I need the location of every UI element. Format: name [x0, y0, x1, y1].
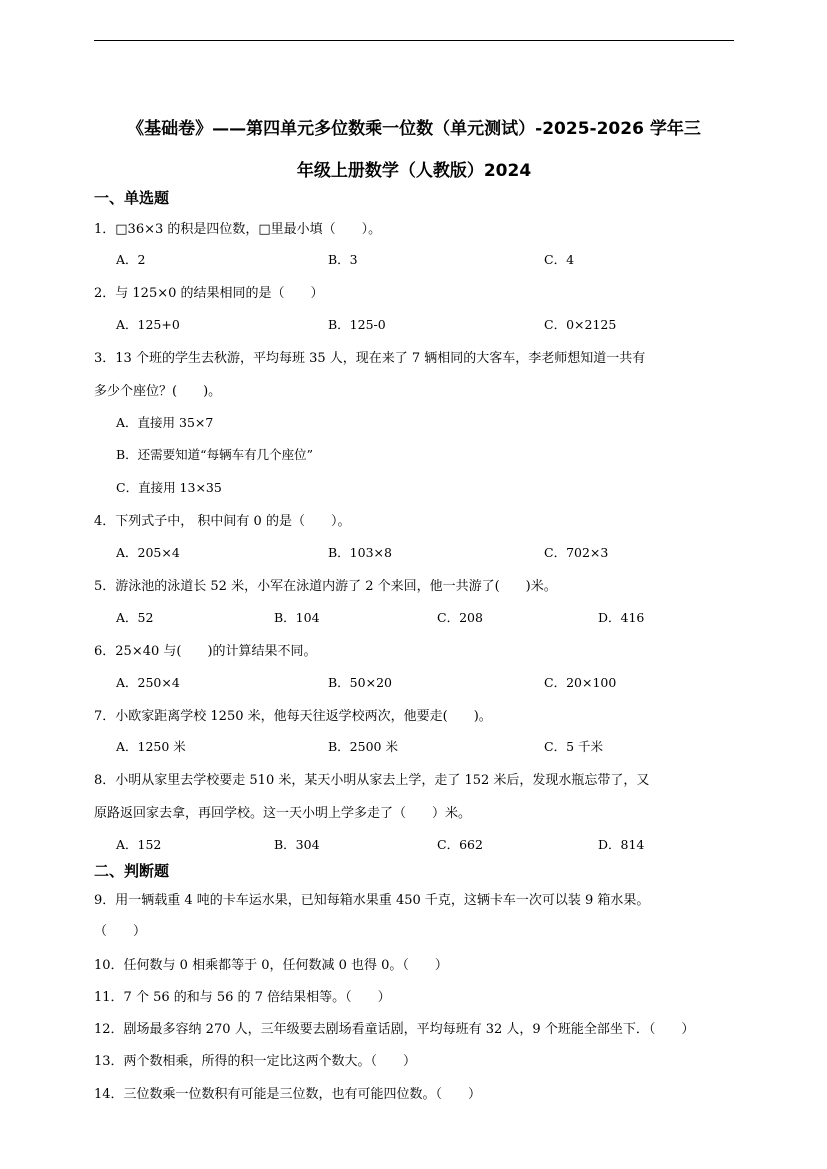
- question-2-option-c: C．0×2125: [544, 317, 617, 332]
- question-6: 6．25×40 与( )的计算结果不同。: [94, 644, 317, 659]
- question-8-line-1: 8．小明从家里去学校要走 510 米，某天小明从家去上学，走了 152 米后，发现水瓶忘带了，又: [94, 773, 650, 788]
- question-3-line-1: 3．13 个班的学生去秋游，平均每班 35 人，现在来了 7 辆相同的大客车，李老师想知道一共有: [94, 351, 646, 366]
- question-13: 13．两个数相乘，所得的积一定比这两个数大。（ ）: [94, 1054, 417, 1069]
- question-3-line-2: 多少个座位？( )。: [94, 384, 222, 399]
- question-5-option-b: B．104: [274, 610, 320, 625]
- question-7-option-a: A．1250 米: [116, 739, 186, 754]
- question-7-option-c: C．5 千米: [544, 739, 603, 754]
- document-title-line-1: 《基础卷》——第四单元多位数乘一位数（单元测试）-2025-2026 学年三: [127, 119, 701, 139]
- question-4: 4．下列式子中， 积中间有 0 的是（ ）。: [94, 514, 351, 529]
- question-7: 7．小欧家距离学校 1250 米，他每天往返学校两次，他要走( )。: [94, 709, 492, 724]
- question-9-line-2: （ ）: [94, 924, 147, 939]
- question-8-option-b: B．304: [274, 837, 320, 852]
- question-3-option-b: B．还需要知道“每辆车有几个座位”: [116, 447, 313, 462]
- header-rule: [94, 40, 734, 41]
- question-8-line-2: 原路返回家去拿，再回学校。这一天小明上学多走了（ ）米。: [94, 806, 472, 821]
- question-5-option-d: D．416: [598, 610, 645, 625]
- question-8-option-a: A．152: [116, 837, 162, 852]
- question-2-option-b: B．125-0: [328, 317, 386, 332]
- question-9-line-1: 9．用一辆载重 4 吨的卡车运水果，已知每箱水果重 450 千克，这辆卡车一次可以装 9 箱水果。: [94, 893, 650, 908]
- question-8-option-d: D．814: [598, 837, 645, 852]
- question-3-option-a: A．直接用 35×7: [116, 415, 214, 430]
- question-4-option-a: A．205×4: [116, 545, 180, 560]
- question-6-option-a: A．250×4: [116, 675, 180, 690]
- question-5-option-a: A．52: [116, 610, 154, 625]
- question-7-option-b: B．2500 米: [328, 739, 398, 754]
- question-1: 1．□36×3 的积是四位数，□里最小填（ ）。: [94, 222, 382, 237]
- section-heading-true-false: 二、判断题: [94, 862, 170, 880]
- question-1-option-b: B．3: [328, 252, 358, 267]
- question-5: 5．游泳池的泳道长 52 米，小军在泳道内游了 2 个来回，他一共游了( )米。: [94, 579, 557, 594]
- question-5-option-c: C．208: [437, 610, 483, 625]
- question-6-option-b: B．50×20: [328, 675, 392, 690]
- question-3-option-c: C．直接用 13×35: [116, 480, 222, 495]
- question-6-option-c: C．20×100: [544, 675, 617, 690]
- question-2: 2．与 125×0 的结果相同的是（ ）: [94, 286, 324, 301]
- question-10: 10．任何数与 0 相乘都等于 0，任何数减 0 也得 0。（ ）: [94, 958, 448, 973]
- question-4-option-c: C．702×3: [544, 545, 609, 560]
- question-4-option-b: B．103×8: [328, 545, 392, 560]
- section-heading-single-choice: 一、单选题: [94, 189, 170, 207]
- question-1-option-c: C．4: [544, 252, 575, 267]
- question-8-option-c: C．662: [437, 837, 483, 852]
- question-2-option-a: A．125+0: [116, 317, 180, 332]
- question-1-option-a: A．2: [116, 252, 146, 267]
- question-14: 14．三位数乘一位数积有可能是三位数，也有可能四位数。（ ）: [94, 1087, 482, 1102]
- question-12: 12．剧场最多容纳 270 人，三年级要去剧场看童话剧，平均每班有 32 人，9 个班能全部坐下．（ ）: [94, 1022, 695, 1037]
- question-11: 11．7 个 56 的和与 56 的 7 倍结果相等。（ ）: [94, 990, 391, 1005]
- document-title-line-2: 年级上册数学（人教版）2024: [296, 161, 532, 181]
